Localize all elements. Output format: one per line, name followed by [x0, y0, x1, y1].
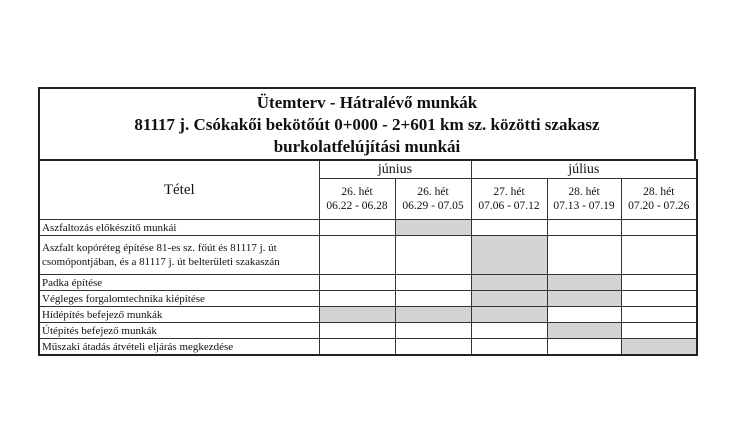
- schedule-cell-active: [395, 307, 471, 323]
- item-column-header: Tétel: [39, 160, 319, 220]
- schedule-cell: [621, 275, 697, 291]
- task-label: Műszaki átadás átvételi eljárás megkezdése: [39, 339, 319, 356]
- week-number: 28. hét: [643, 186, 675, 198]
- schedule-cell-active: [471, 307, 547, 323]
- week-range: 06.22 - 06.28: [326, 200, 388, 212]
- week-header: [395, 179, 471, 220]
- schedule-cell: [621, 323, 697, 339]
- task-row: [39, 275, 697, 291]
- schedule-cell: [319, 236, 395, 275]
- schedule-cell: [395, 323, 471, 339]
- week-header: [547, 179, 621, 220]
- schedule-cell: [621, 236, 697, 275]
- schedule-sheet: [38, 87, 696, 356]
- task-label: Végleges forgalomtechnika kiépítése: [39, 291, 319, 307]
- schedule-cell: [319, 291, 395, 307]
- week-number: 26. hét: [417, 186, 449, 198]
- month-header-june: június: [319, 160, 471, 179]
- schedule-cell-active: [547, 275, 621, 291]
- task-row: [39, 220, 697, 236]
- week-range: 07.13 - 07.19: [553, 200, 615, 212]
- schedule-cell: [395, 275, 471, 291]
- schedule-cell: [547, 307, 621, 323]
- task-row: [39, 323, 697, 339]
- task-row: [39, 236, 697, 275]
- schedule-cell: [621, 291, 697, 307]
- schedule-cell: [471, 323, 547, 339]
- schedule-cell: [395, 236, 471, 275]
- schedule-cell: [547, 236, 621, 275]
- schedule-cell: [395, 291, 471, 307]
- title-line-1: Ütemterv - Hátralévő munkák: [256, 93, 478, 112]
- schedule-cell-active: [471, 291, 547, 307]
- week-range: 06.29 - 07.05: [402, 200, 464, 212]
- month-header-row: [39, 160, 697, 179]
- schedule-cell: [547, 220, 621, 236]
- schedule-cell-active: [547, 291, 621, 307]
- schedule-cell: [319, 323, 395, 339]
- schedule-cell-active: [547, 323, 621, 339]
- task-label: Aszfalt kopóréteg építése 81-es sz. főút és 81117 j. út csomópontjában, és a 81117 j. út belterületi szakaszán: [39, 236, 319, 275]
- week-number: 26. hét: [341, 186, 373, 198]
- week-header: [621, 179, 697, 220]
- schedule-cell-active: [395, 220, 471, 236]
- schedule-cell: [319, 339, 395, 356]
- title-block: [38, 87, 696, 159]
- week-range: 07.20 - 07.26: [628, 200, 690, 212]
- title-line-3: burkolatfelújítási munkái: [273, 137, 461, 156]
- schedule-cell: [319, 275, 395, 291]
- task-label: Padka építése: [39, 275, 319, 291]
- schedule-cell: [471, 220, 547, 236]
- schedule-cell: [471, 339, 547, 356]
- schedule-cell: [621, 307, 697, 323]
- week-range: 07.06 - 07.12: [478, 200, 540, 212]
- schedule-cell-active: [471, 236, 547, 275]
- schedule-cell: [621, 220, 697, 236]
- schedule-cell: [547, 339, 621, 356]
- schedule-table: [38, 159, 698, 356]
- task-row: [39, 291, 697, 307]
- task-row: [39, 339, 697, 356]
- week-number: 27. hét: [493, 186, 525, 198]
- schedule-cell-active: [471, 275, 547, 291]
- task-row: [39, 307, 697, 323]
- week-header: [471, 179, 547, 220]
- schedule-cell: [395, 339, 471, 356]
- week-header: [319, 179, 395, 220]
- task-label: Aszfaltozás előkészítő munkái: [39, 220, 319, 236]
- task-label: Hídépítés befejező munkák: [39, 307, 319, 323]
- month-header-july: július: [471, 160, 697, 179]
- title-line-2: 81117 j. Csókakői bekötőút 0+000 - 2+601 km sz. közötti szakasz: [134, 115, 600, 134]
- task-label: Útépítés befejező munkák: [39, 323, 319, 339]
- schedule-cell-active: [621, 339, 697, 356]
- week-number: 28. hét: [568, 186, 600, 198]
- schedule-cell: [319, 220, 395, 236]
- schedule-cell-active: [319, 307, 395, 323]
